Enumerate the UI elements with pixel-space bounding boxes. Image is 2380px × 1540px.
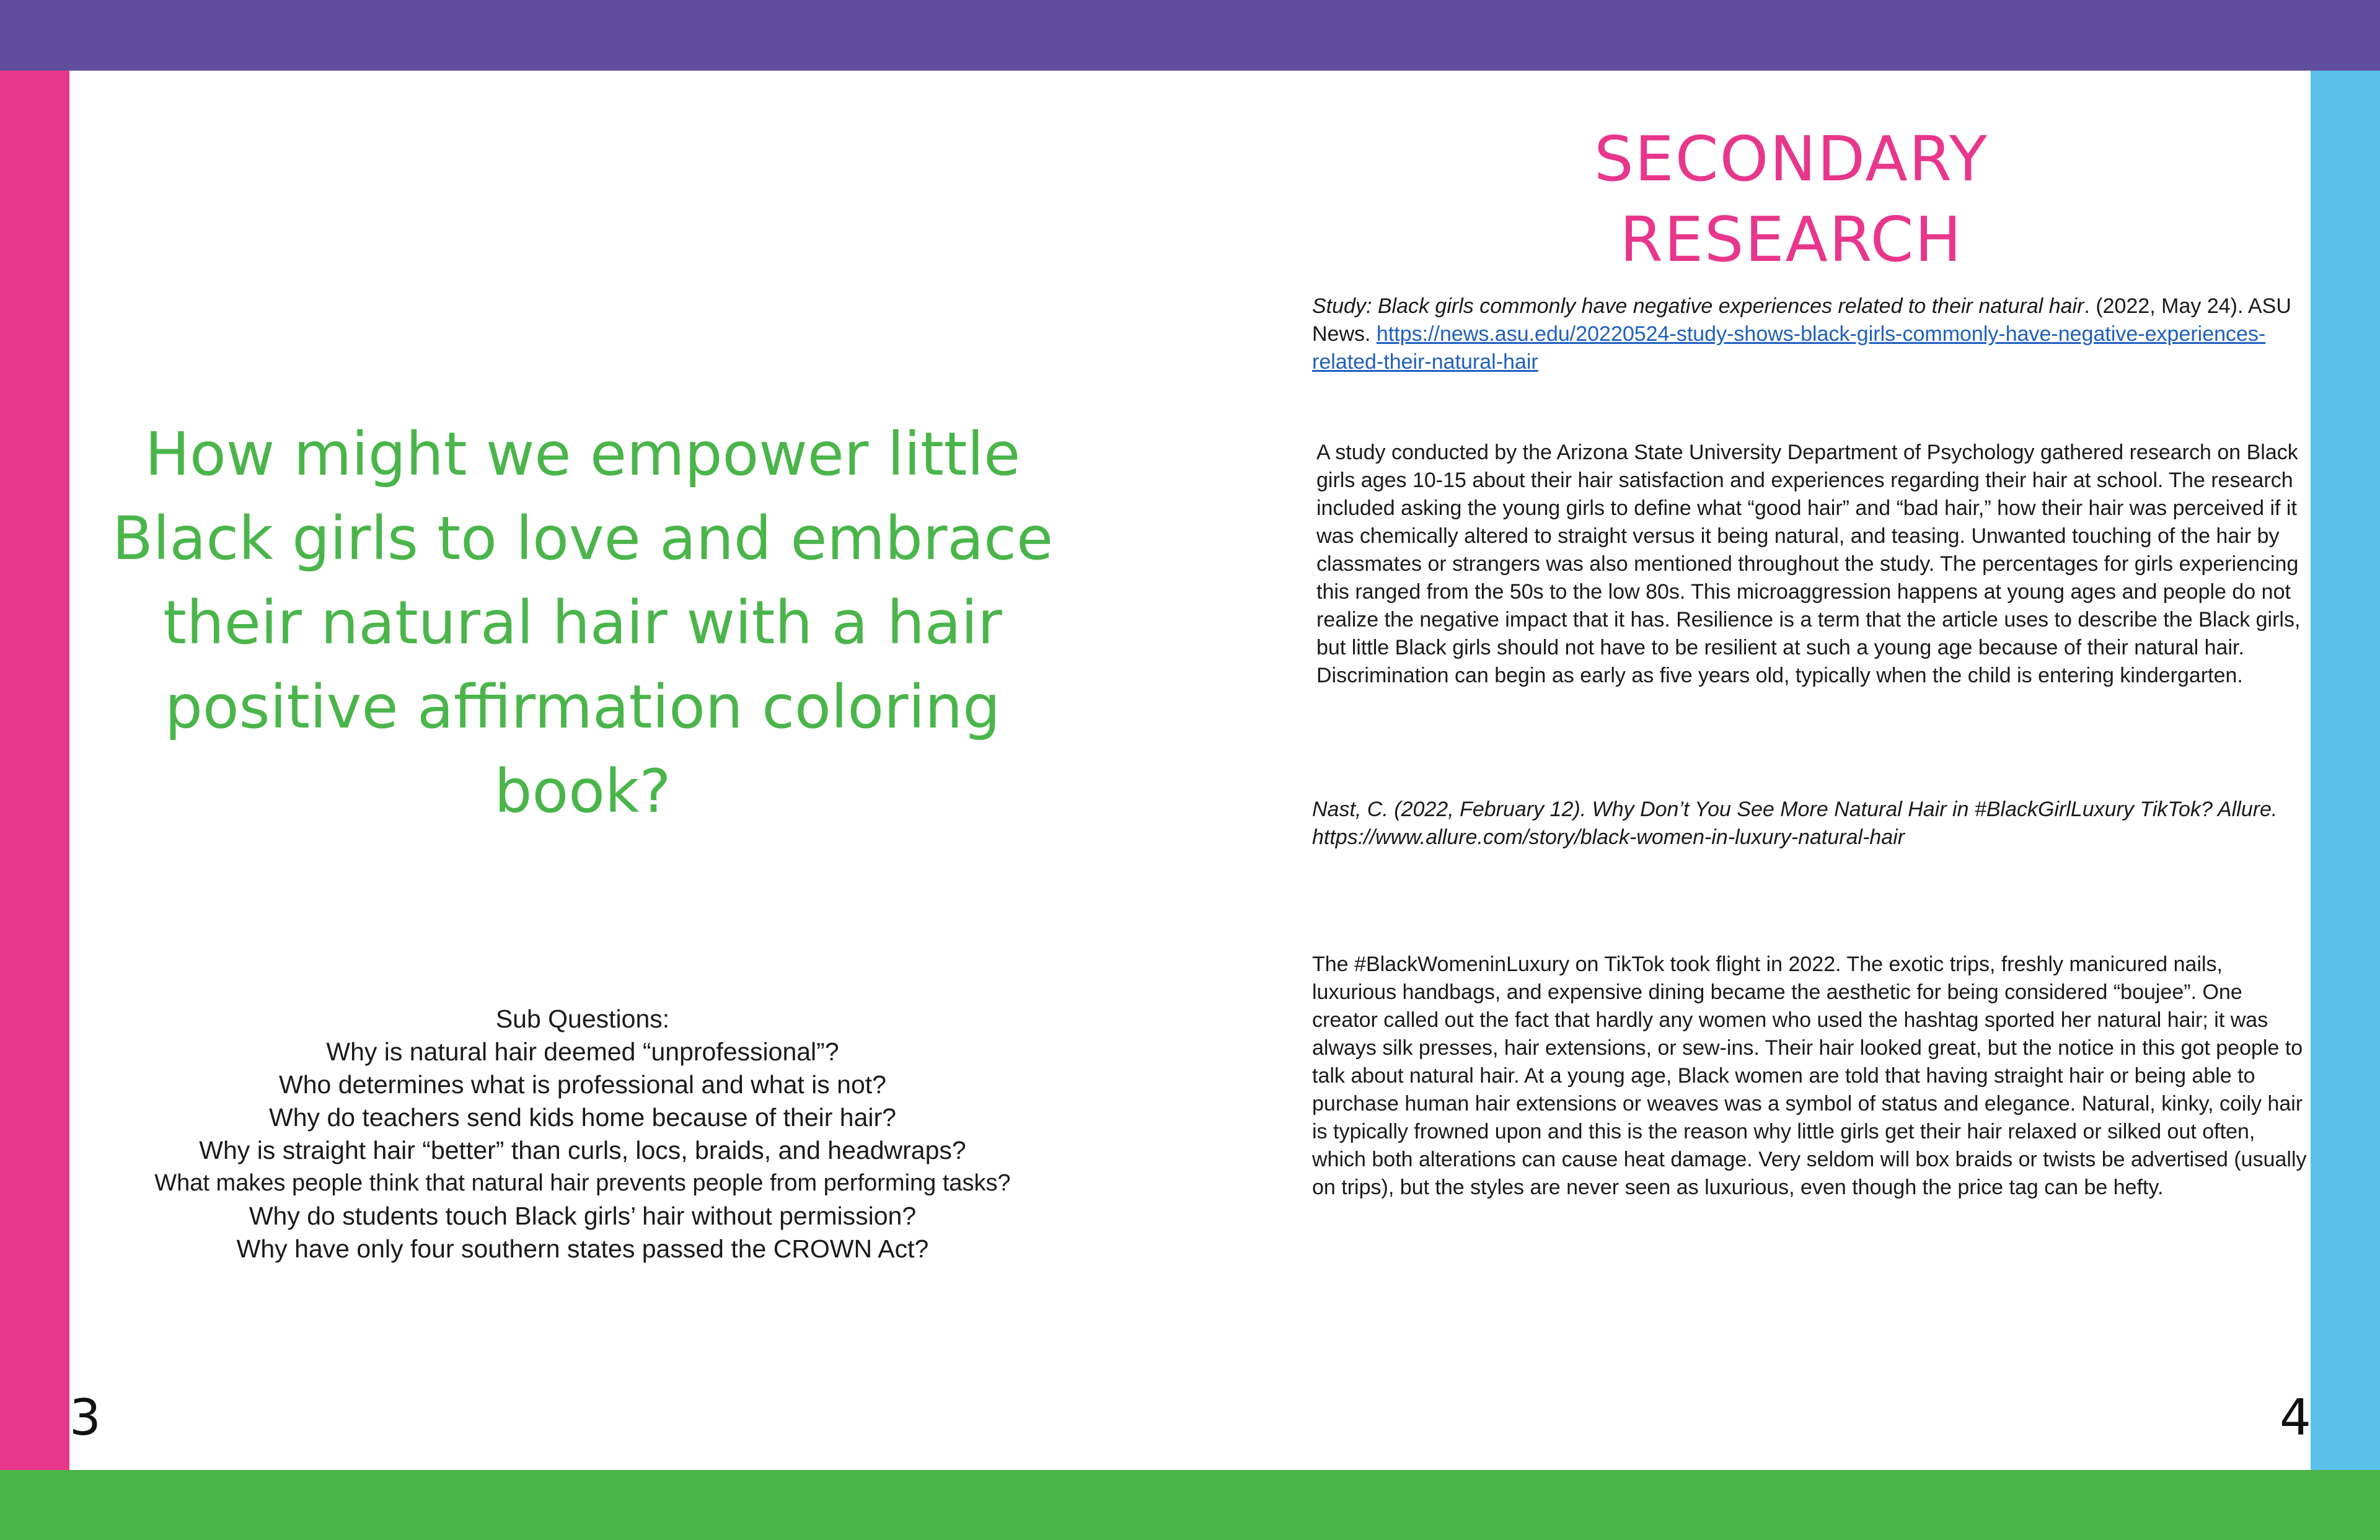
- page-number-right: 4: [2280, 1389, 2311, 1446]
- citation-1-link[interactable]: https://news.asu.edu/20220524-study-shows-black-girls-commonly-have-negative-experiences-related-their-natural-hair: [1312, 322, 2266, 374]
- sub-question: Why do teachers send kids home because of their hair?: [269, 1103, 896, 1132]
- citation-1: [1312, 293, 2304, 376]
- sub-questions-list: [93, 1003, 1072, 1265]
- sub-question: Why is straight hair “better” than curls, locs, braids, and headwraps?: [199, 1136, 966, 1164]
- left-color-bar: [0, 71, 69, 1470]
- sub-questions-heading: Sub Questions:: [495, 1005, 670, 1033]
- citation-1-title: Study: Black girls commonly have negative experiences related to their natural hair: [1312, 294, 2084, 318]
- sub-question: Why is natural hair deemed “unprofessional”?: [326, 1037, 839, 1066]
- summary-1: A study conducted by the Arizona State University Department of Psychology gathered research on Black girls ages 10-15 about their hair satisfaction and experiences regarding their hair at school. The research included asking the young girls to define what “good hair” and “bad hair,” how their hair was perceived if it was chemically altered to straight versus it being natural, and teasing. Unwanted touching of the hair by classmates or strangers was also mentioned throughout the study. The percentages for girls experiencing this ranged from the 50s to the low 80s. This microaggression happens at young ages and people do not realize the negative impact that it has. Resilience is a term that the article uses to describe the Black girls, but little Black girls should not have to be resilient at such a young age because of their natural hair. Discrimination can begin as early as five years old, typically when the child is entering kindergarten.: [1316, 441, 2301, 687]
- sub-question: Why have only four southern states passed the CROWN Act?: [236, 1234, 929, 1263]
- page-number-left: 3: [69, 1389, 101, 1446]
- bottom-color-bar: [0, 1470, 2380, 1540]
- citation-1-source: . (2022, May 24). ASU News.: [1312, 294, 2291, 346]
- section-title: SECONDARY RESEARCH: [1594, 123, 1988, 276]
- sub-question: What makes people think that natural hair prevents people from performing tasks?: [154, 1170, 1011, 1196]
- sub-question: Who determines what is professional and what is not?: [279, 1070, 886, 1099]
- right-color-bar: [2311, 71, 2380, 1470]
- citation-2: Nast, C. (2022, February 12). Why Don’t You See More Natural Hair in #BlackGirlLuxury TikTok? Allure. https://www.allure.com/story/black-women-in-luxury-natural-hair: [1312, 798, 2278, 849]
- summary-2: The #BlackWomeninLuxury on TikTok took flight in 2022. The exotic trips, freshly manicured nails, luxurious handbags, and expensive dining became the aesthetic for being considered “boujee”. One creator called out the fact that hardly any women who used the hashtag sported her natural hair; it was always silk presses, hair extensions, or sew-ins. Their hair looked great, but the notice in this got people to talk about natural hair. At a young age, Black women are told that having straight hair or being able to purchase human hair extensions or weaves was a symbol of status and elegance. Natural, kinky, coily hair is typically frowned upon and this is the reason why little girls get their hair relaxed or silked out often, which both alterations can cause heat damage. Very seldom will box braids or twists be advertised (usually on trips), but the styles are never seen as luxurious, even though the price tag can be hefty.: [1312, 953, 2307, 1199]
- sub-question: Why do students touch Black girls’ hair without permission?: [249, 1202, 917, 1230]
- top-color-bar: [0, 0, 2380, 71]
- main-question: How might we empower little Black girls to love and embrace their natural hair with a hair positive affirmation coloring book?: [112, 420, 1053, 826]
